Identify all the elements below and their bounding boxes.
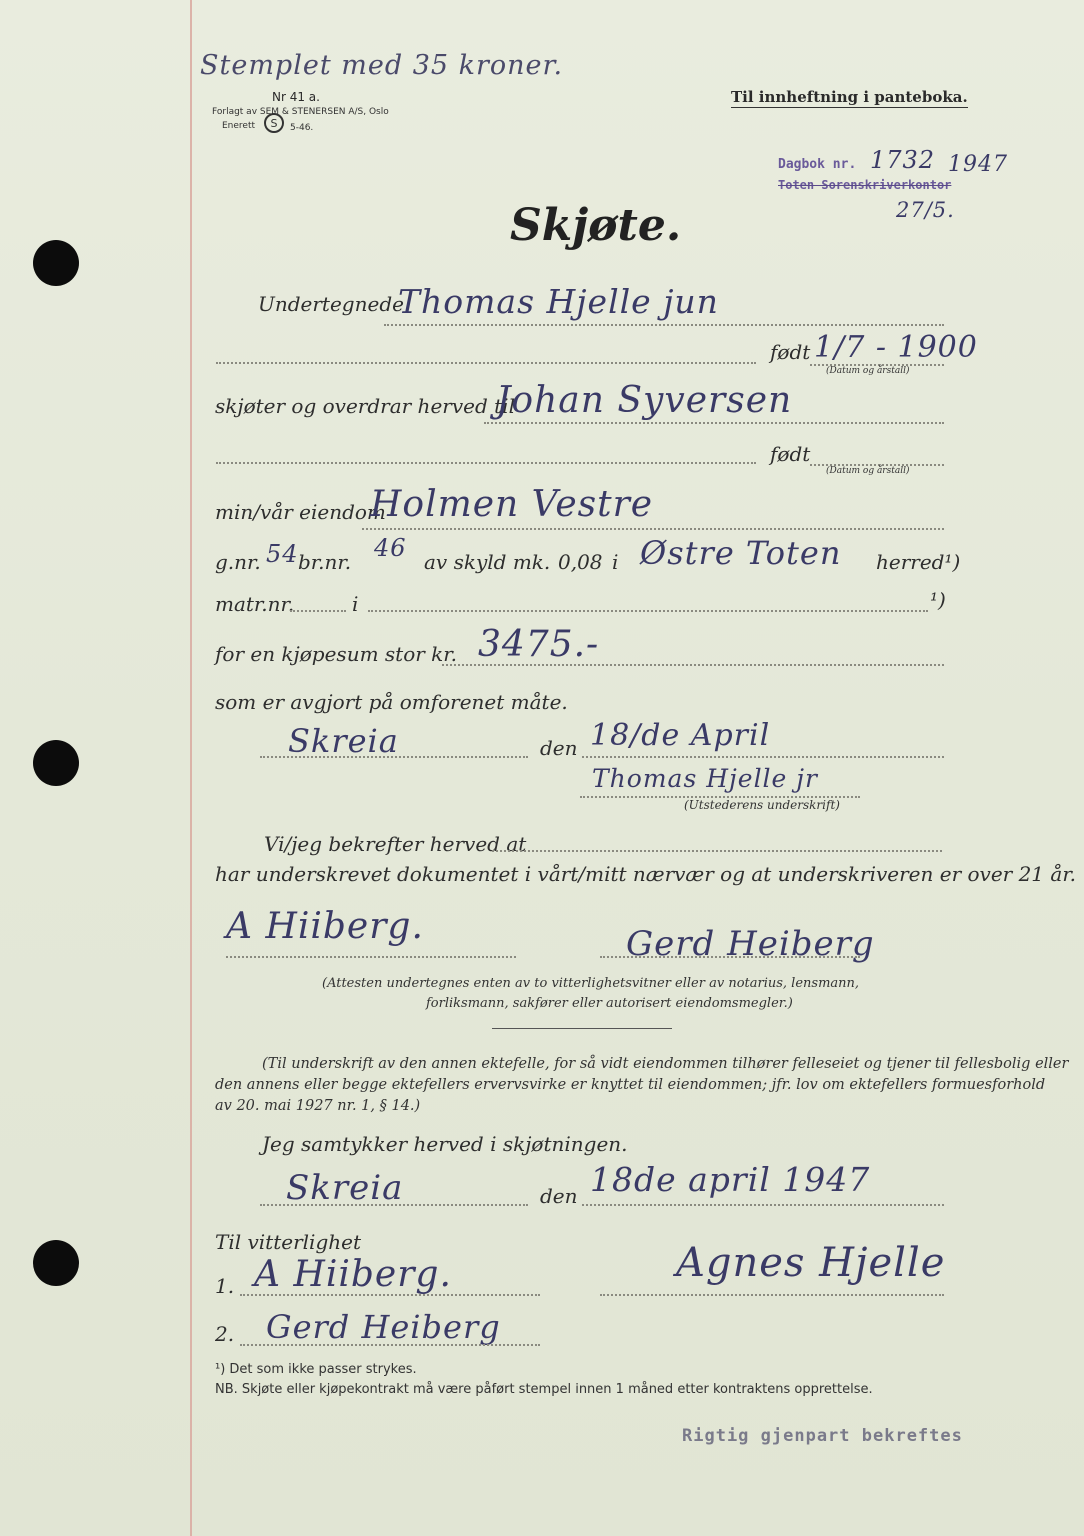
datum-hint-2: (Datum og årstall) [826, 466, 910, 476]
consent-place-line [260, 1204, 528, 1206]
date-1: 18/de April [590, 718, 771, 753]
spouse-signature: Agnes Hjelle [676, 1240, 946, 1286]
skjoter-line [484, 422, 944, 424]
dagbok-number: 1732 [870, 146, 936, 174]
consent-place: Skreia [286, 1168, 404, 1208]
eiendom-value: Holmen Vestre [370, 484, 654, 525]
brnr-label: br.nr. [298, 550, 352, 574]
eiendom-label: min/vår eiendom [215, 500, 386, 524]
place-line-1 [260, 756, 528, 758]
herred-value: Østre Toten [640, 534, 842, 572]
undertegnede-value: Thomas Hjelle jun [398, 282, 719, 321]
vitterlighet-label: Til vitterlighet [215, 1230, 362, 1254]
attest-witness-line-1 [226, 956, 516, 958]
publisher-line-2: Enerett [222, 121, 256, 131]
matr-i-label: i [352, 592, 359, 616]
consent-text: Jeg samtykker herved i skjøtningen. [262, 1132, 628, 1156]
punch-hole [33, 240, 79, 286]
undertegnede-label: Undertegnede [258, 292, 404, 316]
section-divider [492, 1028, 672, 1029]
skyld-label: av skyld mk. [424, 550, 551, 574]
consent-date-line [582, 1204, 944, 1206]
binding-note: Til innheftning i panteboka. [731, 88, 968, 106]
registry-date: 27/5. [896, 198, 955, 222]
witness-2-signature: Gerd Heiberg [266, 1308, 501, 1346]
dagbok-year: 1947 [948, 152, 1008, 177]
footnote: ¹) Det som ikke passer strykes. [215, 1362, 417, 1377]
seller-signature: Thomas Hjelle jr [592, 764, 818, 793]
kjopesum-value: 3475.- [478, 624, 600, 665]
fodt-value-1: 1/7 - 1900 [814, 330, 978, 365]
fodt-label-1: født [770, 340, 811, 364]
datum-hint-1: (Datum og årstall) [826, 366, 910, 376]
brnr-value: 46 [374, 534, 407, 562]
spouse-signature-line [600, 1294, 944, 1296]
form-number: Nr 41 a. [272, 90, 320, 104]
skjoter-value: Johan Syversen [496, 380, 793, 421]
attest-witness-signature-2: Gerd Heiberg [626, 924, 875, 964]
spouse-note-line-2: den annens eller begge ektefellers ervervsvirke er knyttet til eiendommen; jfr. lov om ektefellers formuesforhold [215, 1077, 1046, 1093]
publisher-logo-icon [262, 111, 286, 135]
attest-line-1: Vi/jeg bekrefter herved at [264, 832, 527, 856]
witness-1-signature: A Hiiberg. [254, 1254, 452, 1295]
registry-office: Toten Sorenskriverkontor [778, 178, 952, 192]
svg-text:S: S [270, 117, 278, 130]
dagbok-label: Dagbok nr. [778, 157, 857, 172]
attest-witness-line-2 [600, 956, 860, 958]
seller-signature-hint: (Utstederens underskrift) [684, 798, 840, 812]
avgjort-text: som er avgjort på omforenet måte. [215, 690, 568, 714]
attest-witness-signature-1: A Hiiberg. [226, 906, 424, 947]
den-label-1: den [540, 736, 578, 760]
attest-note-line-1: (Attesten undertegnes enten av to vitterlighetsvitner eller av notarius, lensmann, [322, 976, 860, 991]
undertegnede-line [384, 324, 944, 326]
kjopesum-label: for en kjøpesum stor kr. [215, 642, 458, 666]
matr-label: matr.nr. [215, 592, 295, 616]
skyld-value: 0,08 [558, 550, 603, 574]
document-title: Skjøte. [510, 200, 682, 251]
gnr-value: 54 [266, 540, 299, 568]
copy-stamp: Rigtig gjenpart bekreftes [682, 1426, 963, 1446]
matr-i-line [368, 610, 928, 612]
consent-den-label: den [540, 1184, 578, 1208]
matr-line [290, 610, 346, 612]
gnr-label: g.nr. [215, 550, 261, 574]
margin-rule [190, 0, 192, 1536]
date-line-1 [582, 756, 944, 758]
handwritten-stamp-note: Stemplet med 35 kroner. [200, 50, 564, 81]
blank-line-1 [216, 362, 756, 364]
punch-hole [33, 740, 79, 786]
matr-footnote: ¹) [930, 588, 946, 612]
i-label: i [612, 550, 619, 574]
attest-note-line-2: forliksmann, sakfører eller autorisert eiendomsmegler.) [426, 996, 793, 1011]
skjoter-label: skjøter og overdrar herved til [215, 394, 515, 418]
blank-line-2 [216, 462, 756, 464]
witness-1-number: 1. [215, 1274, 235, 1298]
punch-hole [33, 1240, 79, 1286]
nb-note: NB. Skjøte eller kjøpekontrakt må være påført stempel innen 1 måned etter kontraktens opprettelse. [215, 1382, 873, 1397]
fodt-label-2: født [770, 442, 811, 466]
spouse-note-line-1: (Til underskrift av den annen ektefelle, for så vidt eiendommen tilhører felleseiet og tjener til fellesbolig eller [262, 1056, 1069, 1072]
publisher-line-1: Forlagt av SEM & STENERSEN A/S, Oslo [212, 107, 389, 117]
eiendom-line [362, 528, 944, 530]
witness-1-line [240, 1294, 540, 1296]
place-1: Skreia [288, 722, 399, 760]
kjopesum-line [442, 664, 944, 666]
attest-line-1-blank [492, 850, 942, 852]
witness-2-line [240, 1344, 540, 1346]
consent-date: 18de april 1947 [590, 1160, 871, 1199]
herred-label: herred¹) [876, 550, 961, 574]
publisher-line-3: 5-46. [290, 123, 314, 133]
spouse-note-line-3: av 20. mai 1927 nr. 1, § 14.) [215, 1098, 421, 1114]
witness-2-number: 2. [215, 1322, 235, 1346]
attest-line-2: har underskrevet dokumentet i vårt/mitt nærvær og at underskriveren er over 21 år. [215, 862, 1077, 886]
